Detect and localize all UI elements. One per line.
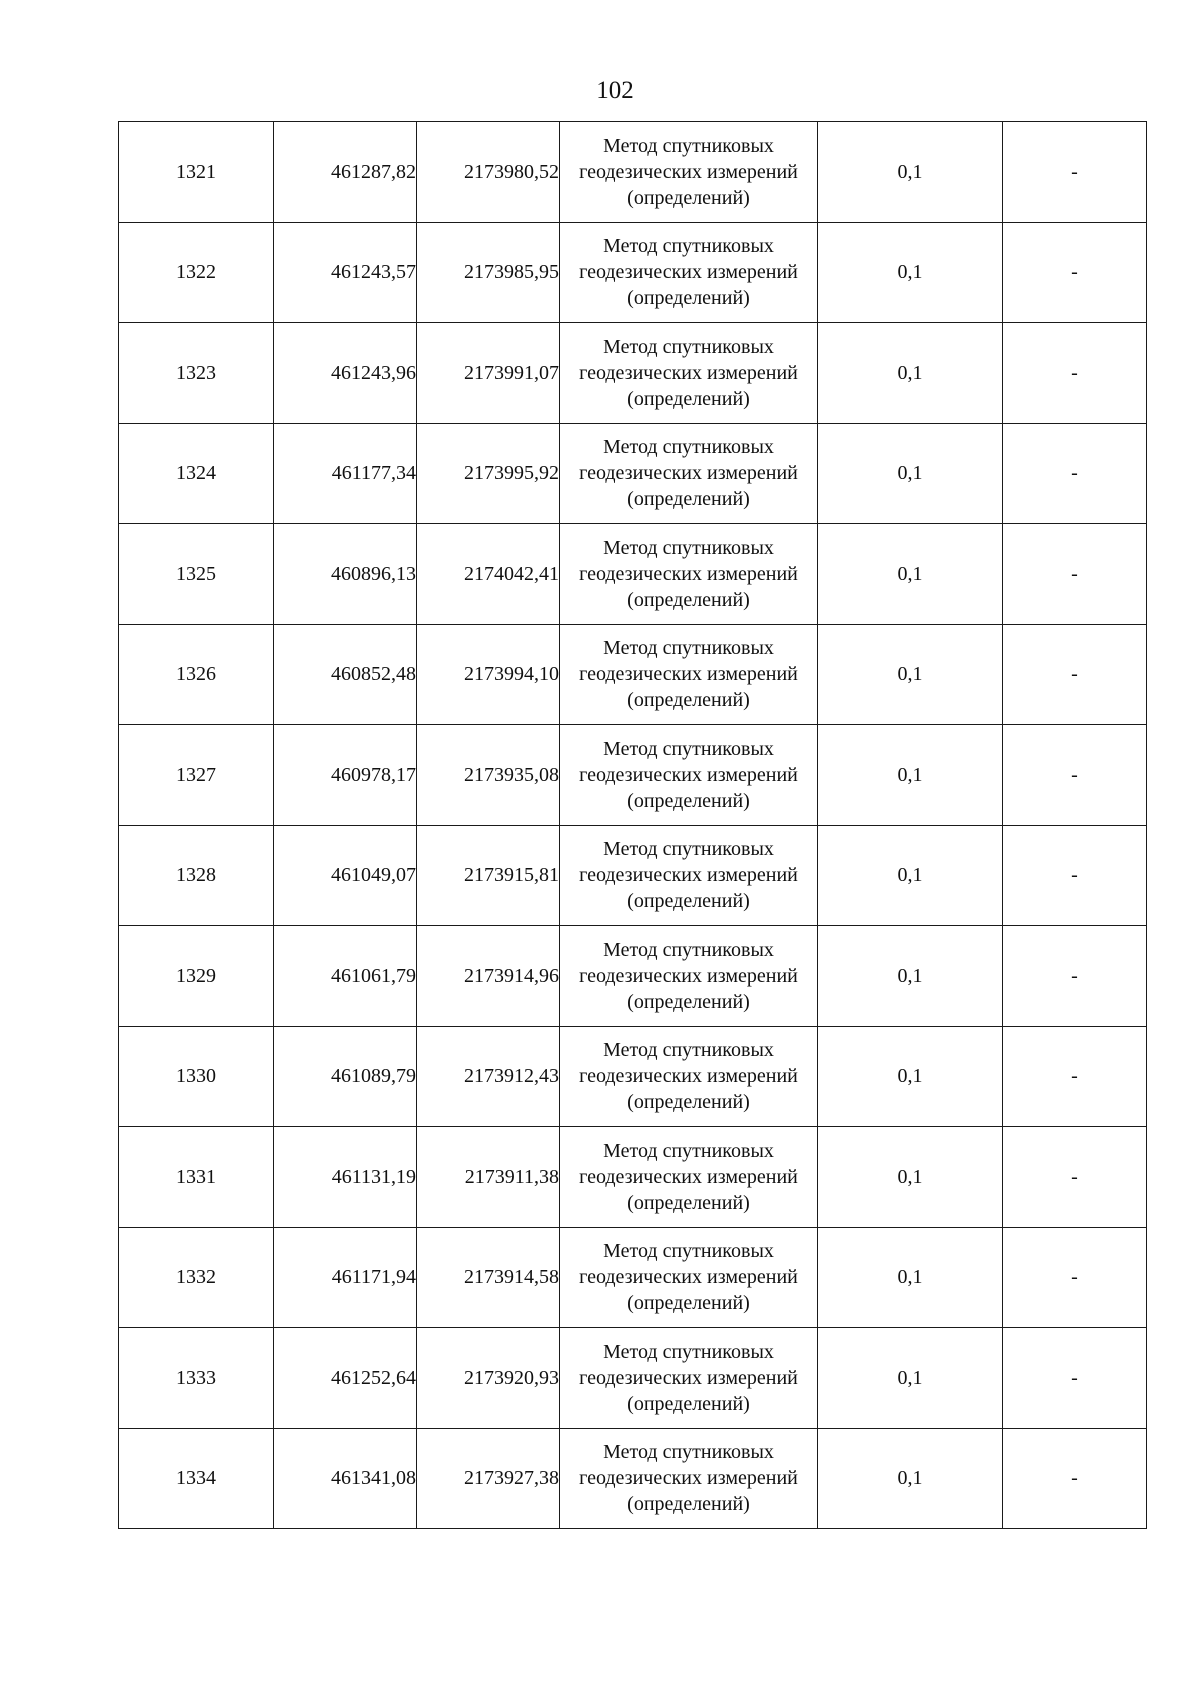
method-text-line: геодезических измерений — [579, 160, 798, 183]
method-text-line: геодезических измерений — [579, 261, 798, 284]
x-coordinate-cell: 460896,13 — [274, 524, 417, 625]
method-text-line: геодезических измерений — [579, 1467, 798, 1490]
method-cell — [560, 222, 818, 323]
description-cell: - — [1003, 524, 1147, 625]
description-cell: - — [1003, 1026, 1147, 1127]
method-text-line: геодезических измерений — [579, 964, 798, 987]
method-cell — [560, 423, 818, 524]
y-coordinate-cell: 2174042,41 — [417, 524, 560, 625]
y-coordinate-cell: 2173911,38 — [417, 1127, 560, 1228]
method-text-line: Метод спутниковых — [603, 838, 774, 861]
point-number-cell: 1330 — [119, 1026, 274, 1127]
description-cell: - — [1003, 122, 1147, 223]
accuracy-cell: 0,1 — [818, 323, 1003, 424]
x-coordinate-cell: 461341,08 — [274, 1428, 417, 1529]
y-coordinate-cell: 2173920,93 — [417, 1328, 560, 1429]
point-number-cell: 1334 — [119, 1428, 274, 1529]
point-number-cell: 1324 — [119, 423, 274, 524]
method-text-line: Метод спутниковых — [603, 536, 774, 559]
x-coordinate-cell: 461131,19 — [274, 1127, 417, 1228]
accuracy-cell: 0,1 — [818, 524, 1003, 625]
page-number: 102 — [596, 77, 634, 104]
description-cell: - — [1003, 825, 1147, 926]
table-row — [119, 1026, 1147, 1127]
method-cell — [560, 524, 818, 625]
method-cell — [560, 122, 818, 223]
accuracy-cell: 0,1 — [818, 1428, 1003, 1529]
method-cell — [560, 624, 818, 725]
method-text-line: (определений) — [627, 1493, 750, 1516]
y-coordinate-cell: 2173912,43 — [417, 1026, 560, 1127]
method-text-line: Метод спутниковых — [603, 134, 774, 157]
method-cell — [560, 725, 818, 826]
method-text-line: геодезических измерений — [579, 1266, 798, 1289]
description-cell: - — [1003, 624, 1147, 725]
description-cell: - — [1003, 926, 1147, 1027]
description-cell: - — [1003, 1428, 1147, 1529]
method-text-line: (определений) — [627, 1091, 750, 1114]
method-text-line: (определений) — [627, 287, 750, 310]
method-text-line: (определений) — [627, 1392, 750, 1415]
method-text-line: геодезических измерений — [579, 864, 798, 887]
method-cell — [560, 1127, 818, 1228]
method-text-line: Метод спутниковых — [603, 1441, 774, 1464]
method-text-line: Метод спутниковых — [603, 637, 774, 660]
point-number-cell: 1332 — [119, 1227, 274, 1328]
y-coordinate-cell: 2173994,10 — [417, 624, 560, 725]
method-text-line: (определений) — [627, 789, 750, 812]
accuracy-cell: 0,1 — [818, 1026, 1003, 1127]
table-row — [119, 725, 1147, 826]
accuracy-cell: 0,1 — [818, 825, 1003, 926]
accuracy-cell: 0,1 — [818, 624, 1003, 725]
description-cell: - — [1003, 222, 1147, 323]
point-number-cell: 1321 — [119, 122, 274, 223]
y-coordinate-cell: 2173935,08 — [417, 725, 560, 826]
method-text-line: Метод спутниковых — [603, 235, 774, 258]
method-text-line: Метод спутниковых — [603, 335, 774, 358]
point-number-cell: 1327 — [119, 725, 274, 826]
method-text-line: Метод спутниковых — [603, 938, 774, 961]
method-text-line: геодезических измерений — [579, 1065, 798, 1088]
method-cell — [560, 1328, 818, 1429]
method-text-line: (определений) — [627, 387, 750, 410]
x-coordinate-cell: 461287,82 — [274, 122, 417, 223]
method-text-line: Метод спутниковых — [603, 1139, 774, 1162]
description-cell: - — [1003, 1328, 1147, 1429]
method-text-line: геодезических измерений — [579, 763, 798, 786]
method-text-line: геодезических измерений — [579, 462, 798, 485]
accuracy-cell: 0,1 — [818, 222, 1003, 323]
accuracy-cell: 0,1 — [818, 1328, 1003, 1429]
table-row — [119, 122, 1147, 223]
point-number-cell: 1333 — [119, 1328, 274, 1429]
y-coordinate-cell: 2173914,58 — [417, 1227, 560, 1328]
coordinates-table — [118, 121, 1147, 1529]
method-text-line: (определений) — [627, 990, 750, 1013]
point-number-cell: 1325 — [119, 524, 274, 625]
description-cell: - — [1003, 323, 1147, 424]
method-text-line: (определений) — [627, 488, 750, 511]
table-row — [119, 1227, 1147, 1328]
table-row — [119, 323, 1147, 424]
x-coordinate-cell: 461243,57 — [274, 222, 417, 323]
accuracy-cell: 0,1 — [818, 725, 1003, 826]
x-coordinate-cell: 461177,34 — [274, 423, 417, 524]
table-row — [119, 524, 1147, 625]
point-number-cell: 1322 — [119, 222, 274, 323]
method-text-line: геодезических измерений — [579, 361, 798, 384]
table-row — [119, 1328, 1147, 1429]
x-coordinate-cell: 461171,94 — [274, 1227, 417, 1328]
method-cell — [560, 1026, 818, 1127]
description-cell: - — [1003, 1227, 1147, 1328]
accuracy-cell: 0,1 — [818, 1227, 1003, 1328]
y-coordinate-cell: 2173980,52 — [417, 122, 560, 223]
method-text-line: Метод спутниковых — [603, 737, 774, 760]
accuracy-cell: 0,1 — [818, 423, 1003, 524]
method-text-line: геодезических измерений — [579, 663, 798, 686]
table-row — [119, 624, 1147, 725]
method-cell — [560, 1428, 818, 1529]
point-number-cell: 1328 — [119, 825, 274, 926]
point-number-cell: 1329 — [119, 926, 274, 1027]
table-row — [119, 222, 1147, 323]
description-cell: - — [1003, 423, 1147, 524]
method-cell — [560, 323, 818, 424]
method-text-line: (определений) — [627, 1292, 750, 1315]
table-row — [119, 926, 1147, 1027]
method-text-line: геодезических измерений — [579, 1165, 798, 1188]
x-coordinate-cell: 460852,48 — [274, 624, 417, 725]
description-cell: - — [1003, 1127, 1147, 1228]
y-coordinate-cell: 2173927,38 — [417, 1428, 560, 1529]
x-coordinate-cell: 461243,96 — [274, 323, 417, 424]
point-number-cell: 1331 — [119, 1127, 274, 1228]
method-text-line: (определений) — [627, 186, 750, 209]
x-coordinate-cell: 460978,17 — [274, 725, 417, 826]
method-text-line: Метод спутниковых — [603, 1039, 774, 1062]
method-text-line: геодезических измерений — [579, 1366, 798, 1389]
y-coordinate-cell: 2173915,81 — [417, 825, 560, 926]
method-text-line: (определений) — [627, 1191, 750, 1214]
point-number-cell: 1326 — [119, 624, 274, 725]
method-text-line: (определений) — [627, 588, 750, 611]
table-row — [119, 423, 1147, 524]
coordinates-table-body — [119, 122, 1147, 1529]
method-text-line: (определений) — [627, 890, 750, 913]
method-text-line: (определений) — [627, 689, 750, 712]
method-text-line: геодезических измерений — [579, 562, 798, 585]
y-coordinate-cell: 2173985,95 — [417, 222, 560, 323]
x-coordinate-cell: 461252,64 — [274, 1328, 417, 1429]
table-row — [119, 1428, 1147, 1529]
accuracy-cell: 0,1 — [818, 1127, 1003, 1228]
point-number-cell: 1323 — [119, 323, 274, 424]
description-cell: - — [1003, 725, 1147, 826]
x-coordinate-cell: 461049,07 — [274, 825, 417, 926]
x-coordinate-cell: 461089,79 — [274, 1026, 417, 1127]
method-cell — [560, 825, 818, 926]
method-text-line: Метод спутниковых — [603, 1240, 774, 1263]
y-coordinate-cell: 2173914,96 — [417, 926, 560, 1027]
accuracy-cell: 0,1 — [818, 122, 1003, 223]
method-text-line: Метод спутниковых — [603, 436, 774, 459]
method-cell — [560, 1227, 818, 1328]
method-text-line: Метод спутниковых — [603, 1340, 774, 1363]
accuracy-cell: 0,1 — [818, 926, 1003, 1027]
table-row — [119, 825, 1147, 926]
method-cell — [560, 926, 818, 1027]
x-coordinate-cell: 461061,79 — [274, 926, 417, 1027]
y-coordinate-cell: 2173991,07 — [417, 323, 560, 424]
y-coordinate-cell: 2173995,92 — [417, 423, 560, 524]
table-row — [119, 1127, 1147, 1228]
